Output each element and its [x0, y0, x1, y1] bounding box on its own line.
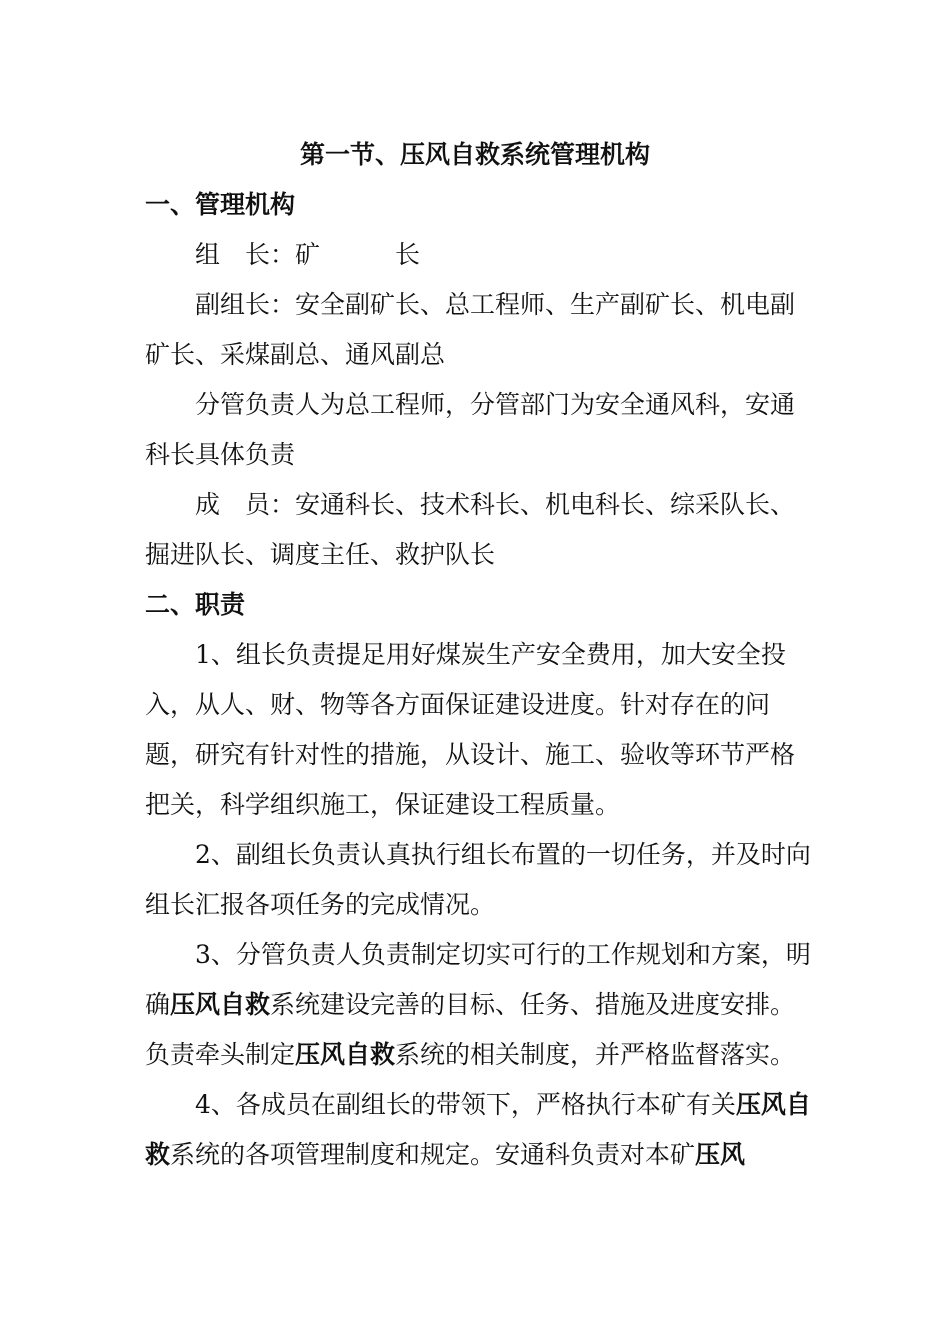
section-heading-management: 一、管理机构	[145, 190, 296, 219]
deputy-paragraph: 副组长：安全副矿长、总工程师、生产副矿长、机电副矿长、采煤副总、通风副总	[145, 290, 796, 369]
duty-item-3-bold-d: 压风自救	[295, 1040, 396, 1069]
duty-item-4-text-c: 系统的各项管理制度和规定。安通科负责对本矿	[170, 1140, 696, 1169]
leader-line: 组 长：矿 长	[195, 240, 421, 269]
duty-item-3-text-a: 3、分管负责人负责制定切实可行的工作规划和方案，明确	[145, 940, 811, 1019]
duty-item-4-bold-d: 压风	[695, 1140, 746, 1169]
duty-item-3	[145, 930, 815, 1080]
duty-item-2: 2、副组长负责认真执行组长布置的一切任务，并及时向组长汇报各项任务的完成情况。	[145, 840, 811, 919]
in-charge-paragraph: 分管负责人为总工程师，分管部门为安全通风科，安通科长具体负责	[145, 390, 796, 469]
duty-item-3-text-e: 系统的相关制度，并严格监督落实。	[395, 1040, 796, 1069]
duty-item-4	[145, 1080, 815, 1180]
duty-item-4-bold-b: 压风自救	[145, 1090, 811, 1169]
page-title: 第一节、压风自救系统管理机构	[299, 140, 650, 169]
duty-item-4-text-a: 4、各成员在副组长的带领下，严格执行本矿有关	[195, 1090, 736, 1119]
document-page	[145, 130, 815, 1180]
duty-item-3-text-c: 系统建设完善的目标、任务、措施及进度安排。负责牵头制定	[145, 990, 796, 1069]
members-paragraph: 成 员：安通科长、技术科长、机电科长、综采队长、掘进队长、调度主任、救护队长	[145, 490, 796, 569]
section-heading-duties: 二、职责	[145, 590, 246, 619]
duty-item-1: 1、组长负责提足用好煤炭生产安全费用，加大安全投入，从人、财、物等各方面保证建设进度。针对存在的问题，研究有针对性的措施，从设计、施工、验收等环节严格把关，科学组织施工，保证建设工程质量。	[145, 640, 796, 819]
duty-item-3-bold-a: 压风自救	[170, 990, 271, 1019]
